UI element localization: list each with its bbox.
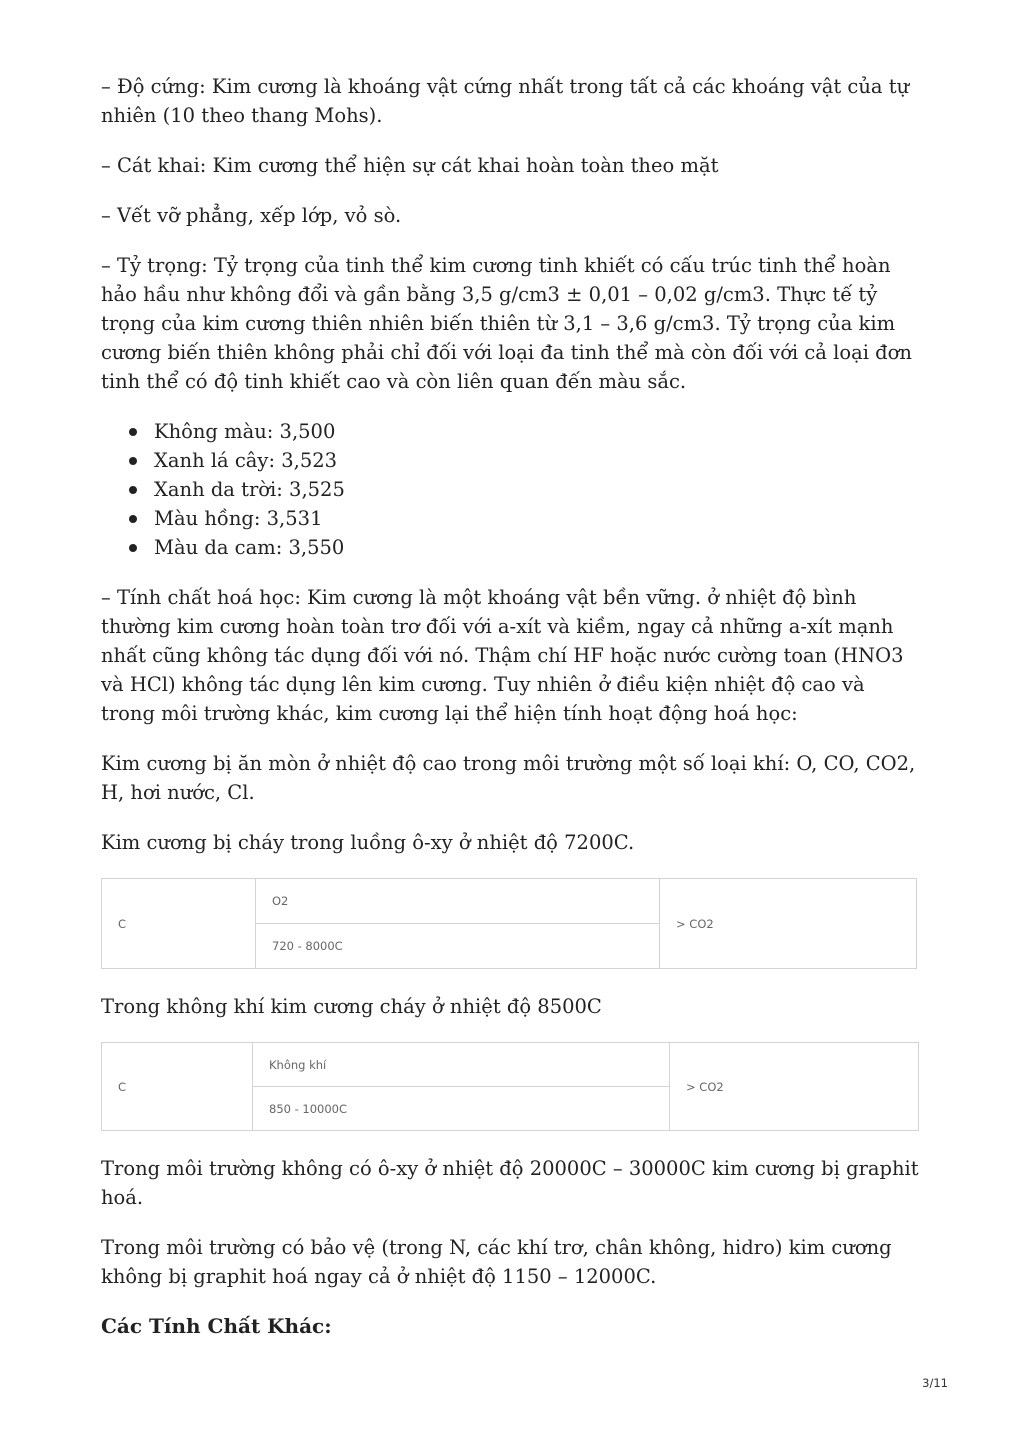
cleavage-paragraph: – Cát khai: Kim cương thể hiện sự cát khai hoàn toàn theo mặt [101, 154, 719, 177]
bullet-icon [129, 486, 137, 494]
chemistry-paragraph: – Tính chất hoá học: Kim cương là một khoáng vật bền vững. ở nhiệt độ bình thường kim cương hoàn toàn trơ đối với a-xít và kiềm, ngay cả những a-xít mạnh nhất cũng không tác dụng đối với nó. Thậm chí HF hoặc nước cường toan (HNO3 và HCl) không tác dụng lên kim cương. Tuy nhiên ở điều kiện nhiệt độ cao và trong môi trường khác, kim cương lại thể hiện tính hoạt động hoá học: [101, 586, 904, 725]
list-item: Xanh lá cây: 3,523 [154, 446, 923, 475]
protected-paragraph: Trong môi trường có bảo vệ (trong N, các khí trơ, chân không, hidro) kim cương không bị graphit hoá ngay cả ở nhiệt độ 1150 – 12000C. [101, 1236, 892, 1288]
hardness-paragraph: – Độ cứng: Kim cương là khoáng vật cứng nhất trong tất cả các khoáng vật của tự nhiên (10 theo thang Mohs). [101, 75, 910, 127]
bullet-icon [129, 428, 137, 436]
product-cell: > CO2 [670, 1043, 919, 1131]
condition-cell: 720 - 8000C [256, 924, 660, 969]
reactant-cell: C [102, 1043, 253, 1131]
graphitize-paragraph: Trong môi trường không có ô-xy ở nhiệt độ 20000C – 30000C kim cương bị graphit hoá. [101, 1157, 919, 1209]
fracture-paragraph: – Vết vỡ phẳng, xếp lớp, vỏ sò. [101, 204, 402, 227]
reactant-cell: C [102, 879, 256, 969]
section-heading-other-properties: Các Tính Chất Khác: [101, 1314, 332, 1338]
product-cell: > CO2 [660, 879, 917, 969]
bullet-icon [129, 544, 137, 552]
list-item: Màu da cam: 3,550 [154, 533, 923, 562]
agent-cell: O2 [256, 879, 660, 924]
bullet-icon [129, 457, 137, 465]
bullet-icon [129, 515, 137, 523]
density-paragraph: – Tỷ trọng: Tỷ trọng của tinh thể kim cương tinh khiết có cấu trúc tinh thể hoàn hảo hầu như không đổi và gần bằng 3,5 g/cm3 ± 0,01 – 0,02 g/cm3. Thực tế tỷ trọng của kim cương thiên nhiên biến thiên từ 3,1 – 3,6 g/cm3. Tỷ trọng của kim cương biến thiên không phải chỉ đối với loại đa tinh thể mà còn đối với cả loại đơn tinh thể có độ tinh khiết cao và còn liên quan đến màu sắc. [101, 254, 912, 393]
list-item: Không màu: 3,500 [154, 417, 923, 446]
reaction-table-air [101, 1042, 919, 1131]
air-burn-paragraph: Trong không khí kim cương cháy ở nhiệt độ 8500C [101, 995, 602, 1018]
document-body [101, 72, 923, 1341]
density-list [101, 417, 923, 562]
list-item: Màu hồng: 3,531 [154, 504, 923, 533]
corrosion-paragraph: Kim cương bị ăn mòn ở nhiệt độ cao trong môi trường một số loại khí: O, CO, CO2, H, hơi nước, Cl. [101, 752, 916, 804]
agent-cell: Không khí [253, 1043, 670, 1087]
reaction-table-oxygen [101, 878, 917, 969]
page-number: 3/11 [922, 1376, 948, 1390]
oxygen-burn-paragraph: Kim cương bị cháy trong luồng ô-xy ở nhiệt độ 7200C. [101, 831, 635, 854]
condition-cell: 850 - 10000C [253, 1087, 670, 1131]
list-item: Xanh da trời: 3,525 [154, 475, 923, 504]
